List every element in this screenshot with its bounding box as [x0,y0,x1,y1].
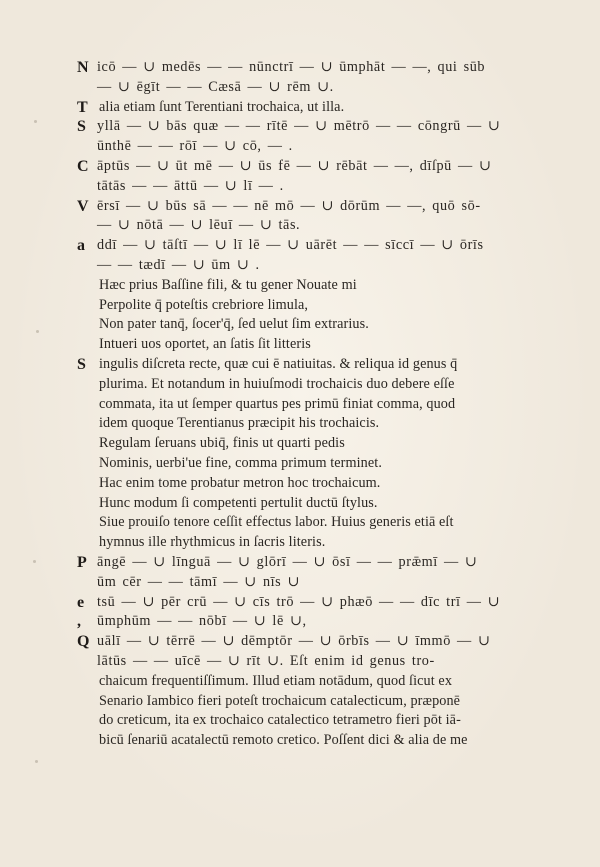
line-text: Senario Iambico fieri poteſt trochaicum catalecticum, præponē [99,692,461,709]
text-line [77,395,547,415]
line-text: ūnthē — — rōī — ∪ cō, — . [97,138,293,155]
text-line [77,494,547,514]
text-line [77,652,547,672]
text-line [77,355,547,375]
text-line [77,454,547,474]
line-text: āptūs — ∪ ūt mē — ∪ ūs fē — ∪ rēbāt — —, dīſpū — ∪ [97,157,492,174]
initial-letter: T [77,98,88,116]
text-line [77,474,547,494]
line-text: Hæc prius Baſſine fili, & tu gener Nouate mi [99,276,357,293]
line-text: ingulis diſcreta recte, quæ cui ē natiuitas. & reliqua id genus q̄ [99,355,458,372]
line-text: — ∪ nōtā — ∪ lēuī — ∪ tās. [97,217,301,234]
text-line [77,117,547,137]
paper-speck [36,330,39,333]
text-line [77,414,547,434]
line-text: idem quoque Terentianus præcipit his trochaicis. [99,415,380,432]
text-line [77,137,547,157]
text-line [77,276,547,296]
line-text: āngē — ∪ līnguā — ∪ glōrī — ∪ ōsī — — prǣmī — ∪ [97,553,478,570]
initial-letter: e [77,593,85,611]
text-line [77,315,547,335]
initial-letter: C [77,157,89,175]
text-line [77,692,547,712]
text-line [77,197,547,217]
text-line [77,593,547,613]
line-text: alia etiam ſunt Terentiani trochaica, ut illa. [99,98,345,115]
line-text: icō — ∪ medēs — — nūnctrī — ∪ ūmphāt — —, qui sūb [97,59,486,75]
text-line [77,157,547,177]
text-line [77,632,547,652]
initial-letter: V [77,197,89,215]
line-text: lātūs — — uīcē — ∪ rīt ∪. Eſt enim id genus tro- [97,652,435,669]
line-text: Regulam ſeruans ubiq̄, finis ut quarti pedis [99,435,345,452]
text-line [77,98,547,118]
line-text: bicū ſenariū acatalectū remoto cretico. Poſſent dici & alia de me [99,732,468,749]
line-text: Nominis, uerbi'ue fine, comma primum terminet. [99,454,382,471]
text-line [77,711,547,731]
line-text: Siue prouiſo tenore ceſſit effectus labor. Huius generis etiā eſt [99,514,454,531]
text-block [77,58,547,751]
text-line [77,78,547,98]
initial-letter: N [77,59,89,76]
text-line [77,375,547,395]
text-line [77,612,547,632]
initial-letter: Q [77,633,90,651]
text-line [77,513,547,533]
paper-speck [33,560,36,563]
line-text: ūm cēr — — tāmī — ∪ nīs ∪ [97,573,300,590]
text-line [77,58,547,78]
initial-letter: S [77,118,86,136]
line-text: Intueri uos oportet, an ſatis ſit litteris [99,336,311,353]
line-text: ērsī — ∪ būs sā — — nē mō — ∪ dōrūm — —, quō sō- [97,197,481,214]
line-text: yllā — ∪ bās quæ — — rītē — ∪ mētrō — — cōngrū — ∪ [97,118,501,135]
text-line [77,296,547,316]
line-text: tsū — ∪ pēr crū — ∪ cīs trō — ∪ phæō — — dīc trī — ∪ [97,593,501,610]
text-line [77,533,547,553]
text-line [77,256,547,276]
line-text: chaicum frequentiſſimum. Illud etiam notādum, quod ſicut ex [99,672,453,689]
text-line [77,672,547,692]
line-text: Hunc modum ſi competenti pertulit ductū ſtylus. [99,494,378,511]
text-line [77,216,547,236]
line-text: — ∪ ēgīt — — Cæsā — ∪ rēm ∪. [97,78,334,95]
text-line [77,553,547,573]
line-text: commata, ita ut ſemper quartus pes primū finiat comma, quod [99,395,456,412]
text-line [77,236,547,256]
line-text: tātās — — āttū — ∪ lī — . [97,177,284,194]
text-line [77,177,547,197]
line-text: do creticum, ita ex trochaico catalectico tetrametro fieri pōt iā- [99,712,461,729]
line-text: Perpolite q̄ poteſtis crebriore limula, [99,296,309,313]
initial-letter: a [77,237,86,255]
text-line [77,573,547,593]
paper-speck [34,120,37,123]
line-text: Non pater tanq̄, ſocer'q̄, ſed uelut ſim extrarius. [99,316,369,333]
line-text: ūmphūm — — nōbī — ∪ lē ∪, [97,613,307,630]
paper-speck [35,760,38,763]
text-line [77,731,547,751]
line-text: hymnus ille rhythmicus in ſacris literis. [99,534,326,551]
initial-letter: P [77,553,87,571]
initial-letter: , [77,613,82,631]
line-text: Hac enim tome probatur metron hoc trochaicum. [99,474,381,491]
line-text: — — tædī — ∪ ūm ∪ . [97,256,260,273]
line-text: plurima. Et notandum in huiuſmodi trochaicis duo debere eſſe [99,375,455,392]
line-text: ddī — ∪ tāſtī — ∪ lī lē — ∪ uārēt — — sīccī — ∪ ōrīs [97,237,484,254]
text-line [77,434,547,454]
line-text: uālī — ∪ tērrē — ∪ dēmptōr — ∪ ōrbīs — ∪ īmmō — ∪ [97,633,491,650]
text-line [77,335,547,355]
initial-letter: S [77,355,86,373]
